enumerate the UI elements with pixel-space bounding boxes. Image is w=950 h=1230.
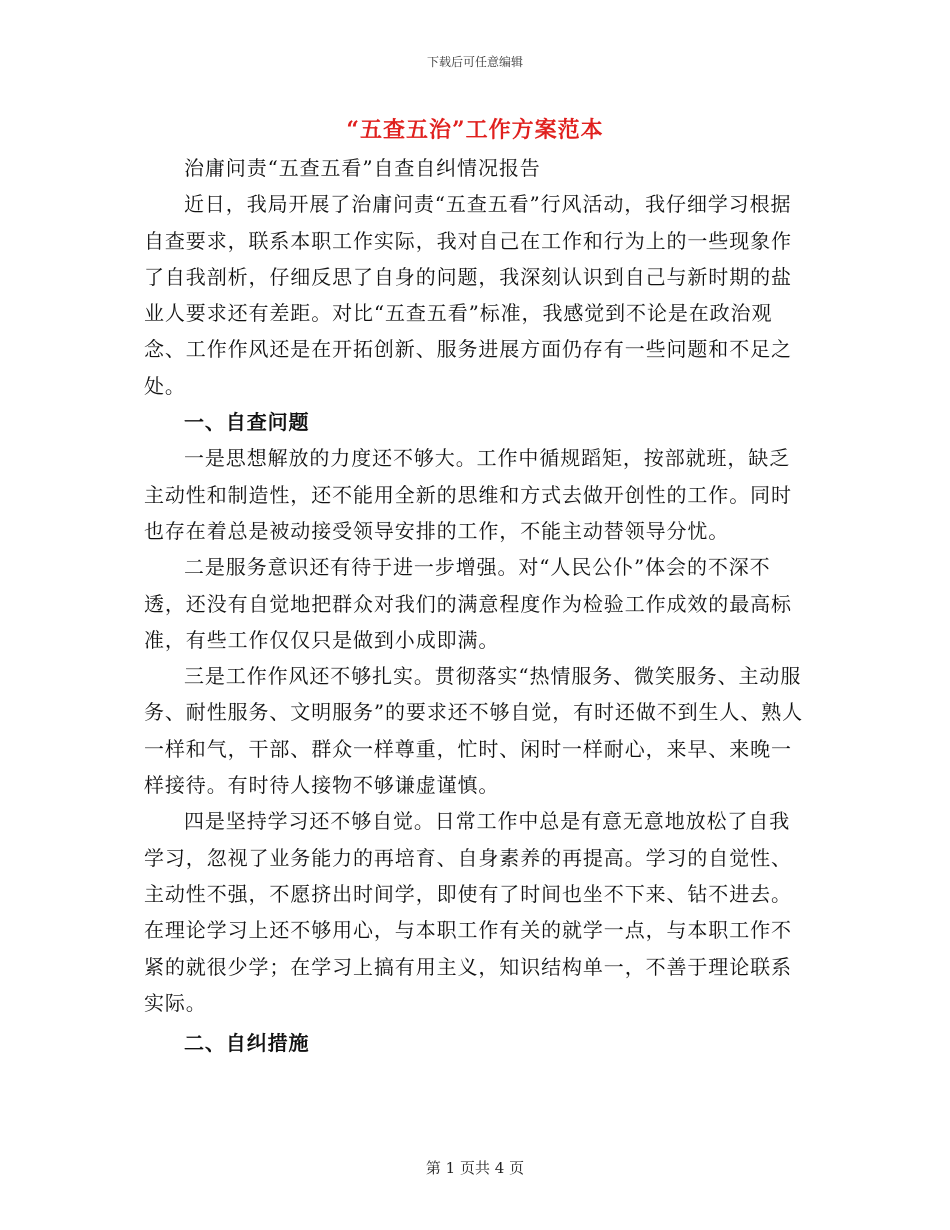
problem-paragraph-4: 四是坚持学习还不够自觉。日常工作中总是有意无意地放松了自我学习，忽视了业务能力的再培育、自身素养的再提高。学习的自觉性、主动性不强，不愿挤出时间学，即使有了时间也坐不下来、钻不进去。在理论学习上还不够用心，与本职工作有关的就学一点，与本职工作不紧的就很少学；在学习上搞有用主义，知识结构单一，不善于理论联系实际。 bbox=[144, 809, 792, 1015]
page-footer: 第 1 页共 4 页 bbox=[425, 1159, 525, 1177]
problem-paragraph-3: 三是工作作风还不够扎实。贯彻落实“热情服务、微笑服务、主动服务、耐性服务、文明服务”的要求还不够自觉，有时还做不到生人、熟人一样和气，干部、群众一样尊重，忙时、闲时一样耐心，来早、来晚一样接待。有时待人接物不够谦虚谨慎。 bbox=[144, 664, 804, 798]
document-body bbox=[144, 150, 804, 1061]
section-heading-corrective-measures: 二、自纠措施 bbox=[184, 1031, 310, 1056]
problem-paragraph-2: 二是服务意识还有待于进一步增强。对“人民公仆”体会的不深不透，还没有自觉地把群众对我们的满意程度作为检验工作成效的最高标准，有些工作仅仅只是做到小成即满。 bbox=[144, 555, 792, 652]
report-subtitle: 治庸问责“五查五看”自查自纠情况报告 bbox=[184, 156, 541, 180]
intro-paragraph: 近日，我局开展了治庸问责“五查五看”行风活动，我仔细学习根据自查要求，联系本职工作实际，我对自己在工作和行为上的一些现象作了自我剖析，仔细反思了自身的问题，我深刻认识到自己与新时期的盐业人要求还有差距。对比“五查五看”标准，我感觉到不论是在政治观念、工作作风还是在开拓创新、服务进展方面仍存有一些问题和不足之处。 bbox=[144, 192, 792, 398]
problem-paragraph-1: 一是思想解放的力度还不够大。工作中循规蹈矩，按部就班，缺乏主动性和制造性，还不能用全新的思维和方式去做开创性的工作。同时也存在着总是被动接受领导安排的工作，不能主动替领导分忧。 bbox=[144, 446, 792, 543]
header-note: 下载后可任意编辑 bbox=[426, 55, 523, 69]
document-title: “五查五治”工作方案范本 bbox=[346, 117, 604, 143]
section-heading-self-check: 一、自查问题 bbox=[184, 410, 310, 435]
